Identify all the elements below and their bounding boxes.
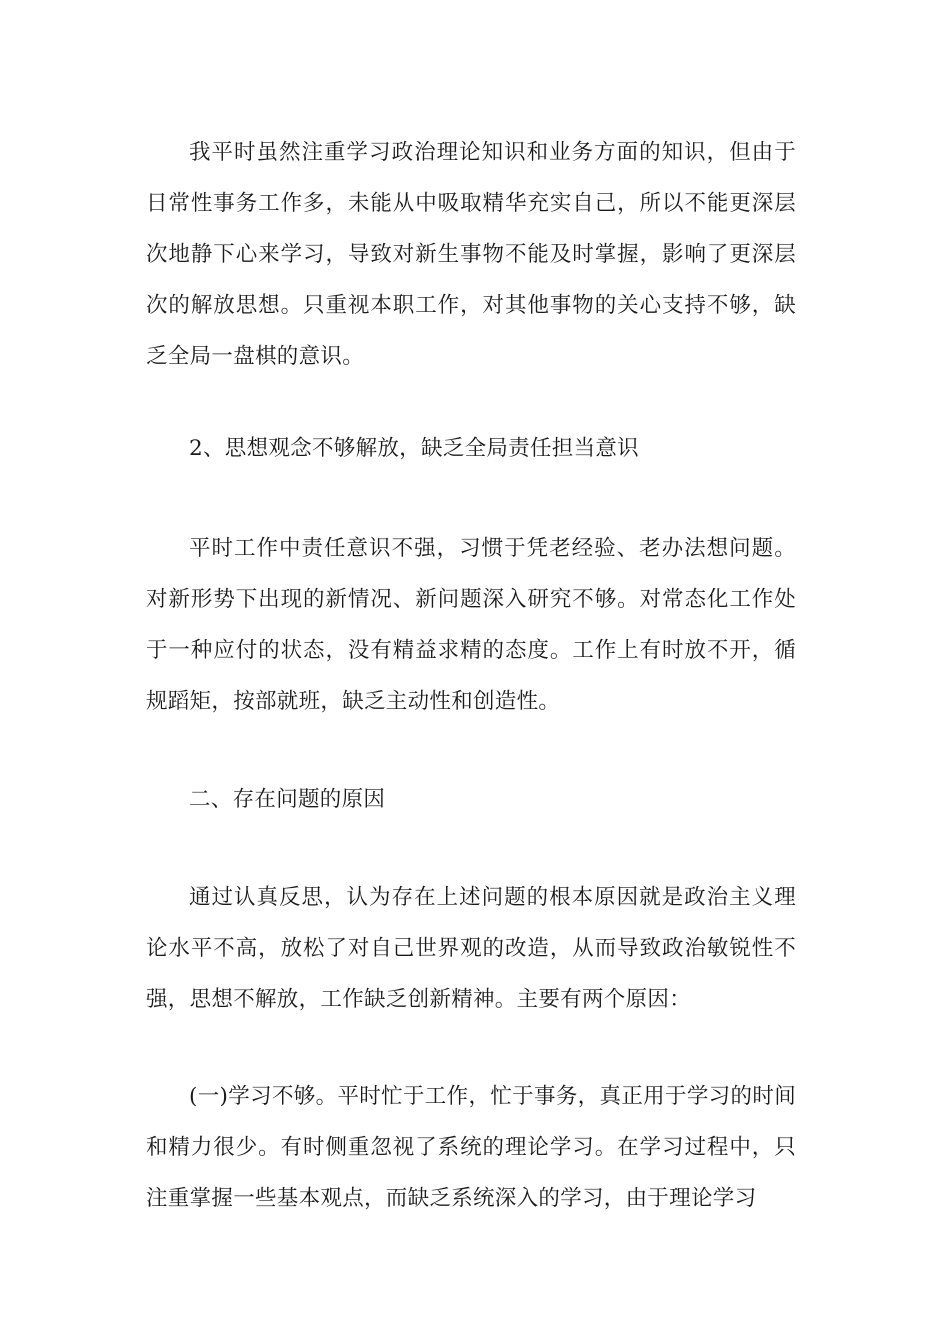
body-paragraph: 平时工作中责任意识不强，习惯于凭老经验、老办法想问题。对新形势下出现的新情况、新问题深入研究不够。对常态化工作处于一种应付的状态，没有精益求精的态度。工作上有时放不开，循规蹈矩，按部就班，缺乏主动性和创造性。	[146, 536, 796, 714]
section-heading: 二、存在问题的原因	[189, 787, 386, 812]
body-paragraph: (一)学习不够。平时忙于工作，忙于事务，真正用于学习的时间和精力很少。有时侧重忽视了系统的理论学习。在学习过程中，只注重掌握一些基本观点，而缺乏系统深入的学习，由于理论学习	[146, 1084, 796, 1211]
body-paragraph: 我平时虽然注重学习政治理论知识和业务方面的知识，但由于日常性事务工作多，未能从中吸取精华充实自己，所以不能更深层次地静下心来学习，导致对新生事物不能及时掌握，影响了更深层次的解放思想。只重视本职工作，对其他事物的关心支持不够，缺乏全局一盘棋的意识。	[146, 140, 796, 369]
section-subheading: 2、思想观念不够解放，缺乏全局责任担当意识	[189, 436, 639, 461]
body-paragraph: 通过认真反思，认为存在上述问题的根本原因就是政治主义理论水平不高，放松了对自己世界观的改造，从而导致政治敏锐性不强，思想不解放，工作缺乏创新精神。主要有两个原因：	[146, 885, 796, 1012]
